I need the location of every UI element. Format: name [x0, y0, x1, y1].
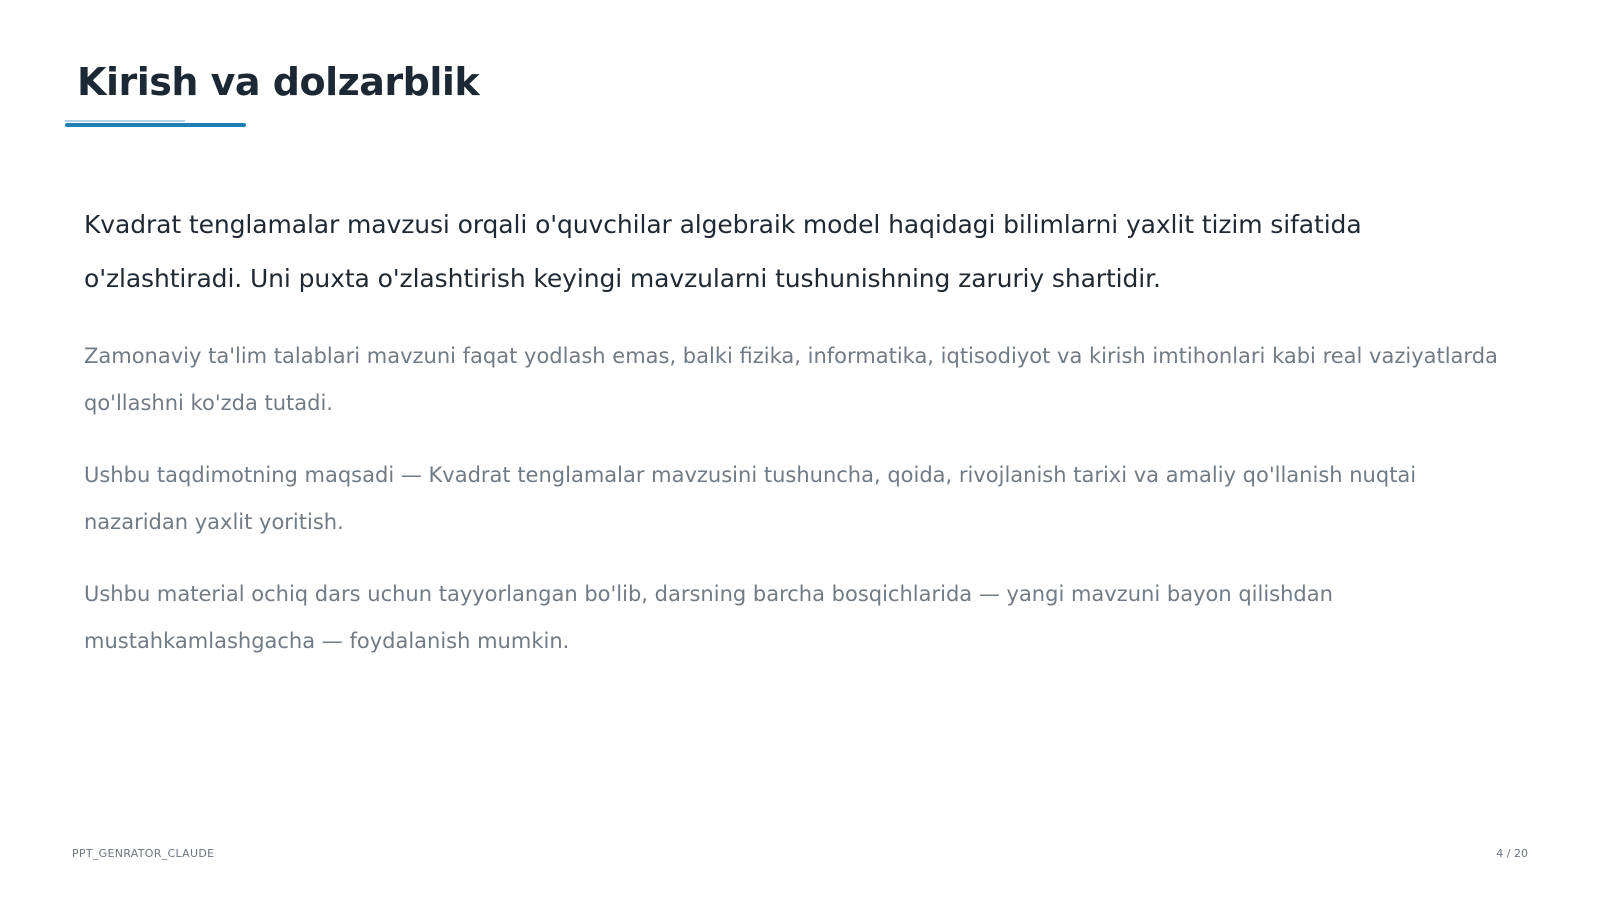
body-paragraph: Ushbu material ochiq dars uchun tayyorlangan bo'lib, darsning barcha bosqichlarida — yangi mavzuni bayon qilishdan mustahkamlashgacha — foydalanish mumkin.: [84, 582, 1333, 653]
slide-content: [84, 198, 1504, 665]
body-paragraph: Zamonaviy ta'lim talablari mavzuni faqat yodlash emas, balki fizika, informatika, iqtisodiyot va kirish imtihonlari kabi real vaziyatlarda qo'llashni ko'zda tutadi.: [84, 344, 1498, 415]
lead-paragraph: Kvadrat tenglamalar mavzusi orqali o'quvchilar algebraik model haqidagi bilimlarni yaxlit tizim sifatida o'zlashtiradi. Uni puxta o'zlashtirish keyingi mavzularni tushunishning zaruriy shartidir.: [84, 210, 1362, 293]
body-paragraph: Ushbu taqdimotning maqsadi — Kvadrat tenglamalar mavzusini tushuncha, qoida, rivojlanish tarixi va amaliy qo'llanish nuqtai nazaridan yaxlit yoritish.: [84, 463, 1417, 534]
footer-source-label: PPT_GENRATOR_CLAUDE: [72, 847, 215, 860]
page-number: 4 / 20: [1496, 847, 1528, 860]
title-accent-underline: [65, 123, 246, 127]
slide-title: Kirish va dolzarblik: [77, 60, 480, 104]
